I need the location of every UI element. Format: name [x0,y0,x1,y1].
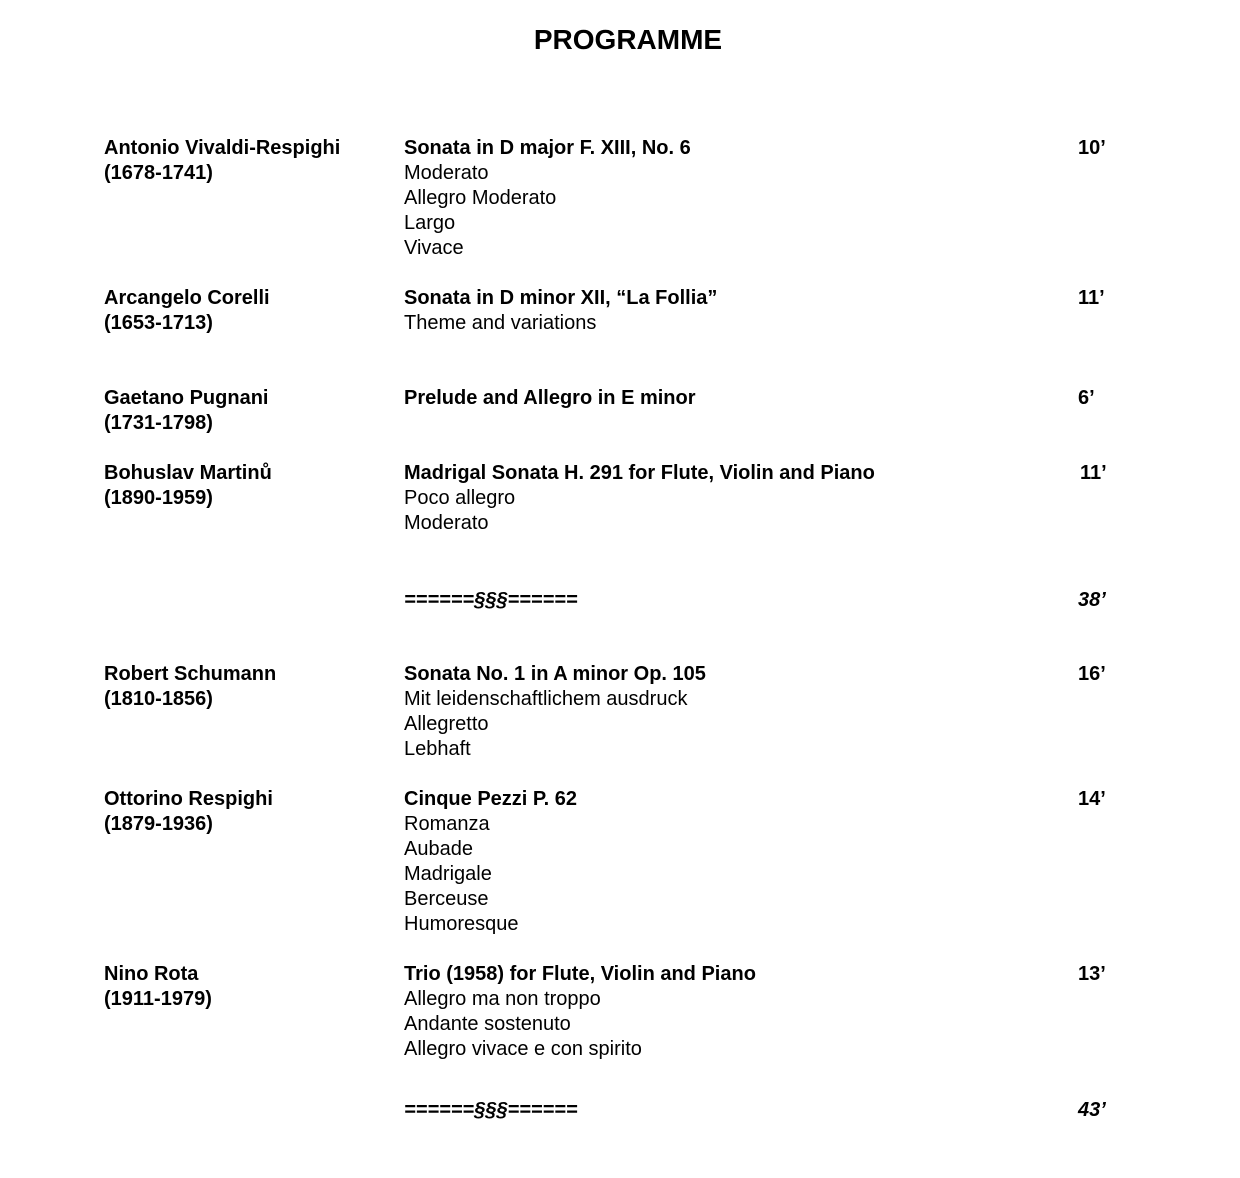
duration: 11’ [1078,287,1105,309]
composer-dates: (1731-1798) [104,412,213,434]
movement: Andante sostenuto [404,1013,571,1035]
composer-name: Nino Rota [104,963,199,985]
work-title: Sonata in D minor XII, “La Follia” [404,287,718,309]
subtotal-duration: 38’ [1078,589,1106,611]
movement: Lebhaft [404,738,471,760]
movement: Largo [404,212,456,234]
composer-name: Arcangelo Corelli [104,287,270,309]
movement: Allegro Moderato [404,187,557,209]
movement: Vivace [404,237,464,259]
movement: Poco allegro [404,487,516,509]
duration: 11’ [1080,462,1107,484]
movement: Theme and variations [404,312,597,334]
duration: 16’ [1078,663,1106,685]
duration: 13’ [1078,963,1106,985]
composer-name: Gaetano Pugnani [104,387,269,409]
duration: 10’ [1078,137,1106,159]
movement: Mit leidenschaftlichem ausdruck [404,688,688,710]
movement: Romanza [404,813,490,835]
composer-dates: (1678-1741) [104,162,213,184]
work-title: Sonata in D major F. XIII, No. 6 [404,137,691,159]
separator-ornament: ======§§§====== [404,1099,578,1121]
composer-name: Ottorino Respighi [104,788,273,810]
composer-dates: (1810-1856) [104,688,213,710]
duration: 14’ [1078,788,1106,810]
composer-dates: (1911-1979) [104,988,212,1010]
separator-ornament: ======§§§====== [404,589,578,611]
duration: 6’ [1078,387,1095,409]
work-title: Prelude and Allegro in E minor [404,387,696,409]
movement: Aubade [404,838,473,860]
movement: Allegretto [404,713,489,735]
work-title: Sonata No. 1 in A minor Op. 105 [404,663,706,685]
movement: Madrigale [404,863,492,885]
movement: Moderato [404,512,489,534]
movement: Humoresque [404,913,519,935]
movement: Moderato [404,162,489,184]
composer-dates: (1890-1959) [104,487,213,509]
movement: Allegro vivace e con spirito [404,1038,642,1060]
composer-name: Antonio Vivaldi-Respighi [104,137,341,159]
composer-dates: (1879-1936) [104,813,213,835]
subtotal-duration: 43’ [1078,1099,1106,1121]
movement: Berceuse [404,888,489,910]
page-title: PROGRAMME [533,24,723,55]
work-title: Cinque Pezzi P. 62 [404,788,578,810]
composer-name: Robert Schumann [104,663,277,685]
work-title: Madrigal Sonata H. 291 for Flute, Violin and Piano [404,462,875,484]
movement: Allegro ma non troppo [404,988,601,1010]
composer-name: Bohuslav Martinů [104,462,272,484]
composer-dates: (1653-1713) [104,312,213,334]
work-title: Trio (1958) for Flute, Violin and Piano [404,963,756,985]
